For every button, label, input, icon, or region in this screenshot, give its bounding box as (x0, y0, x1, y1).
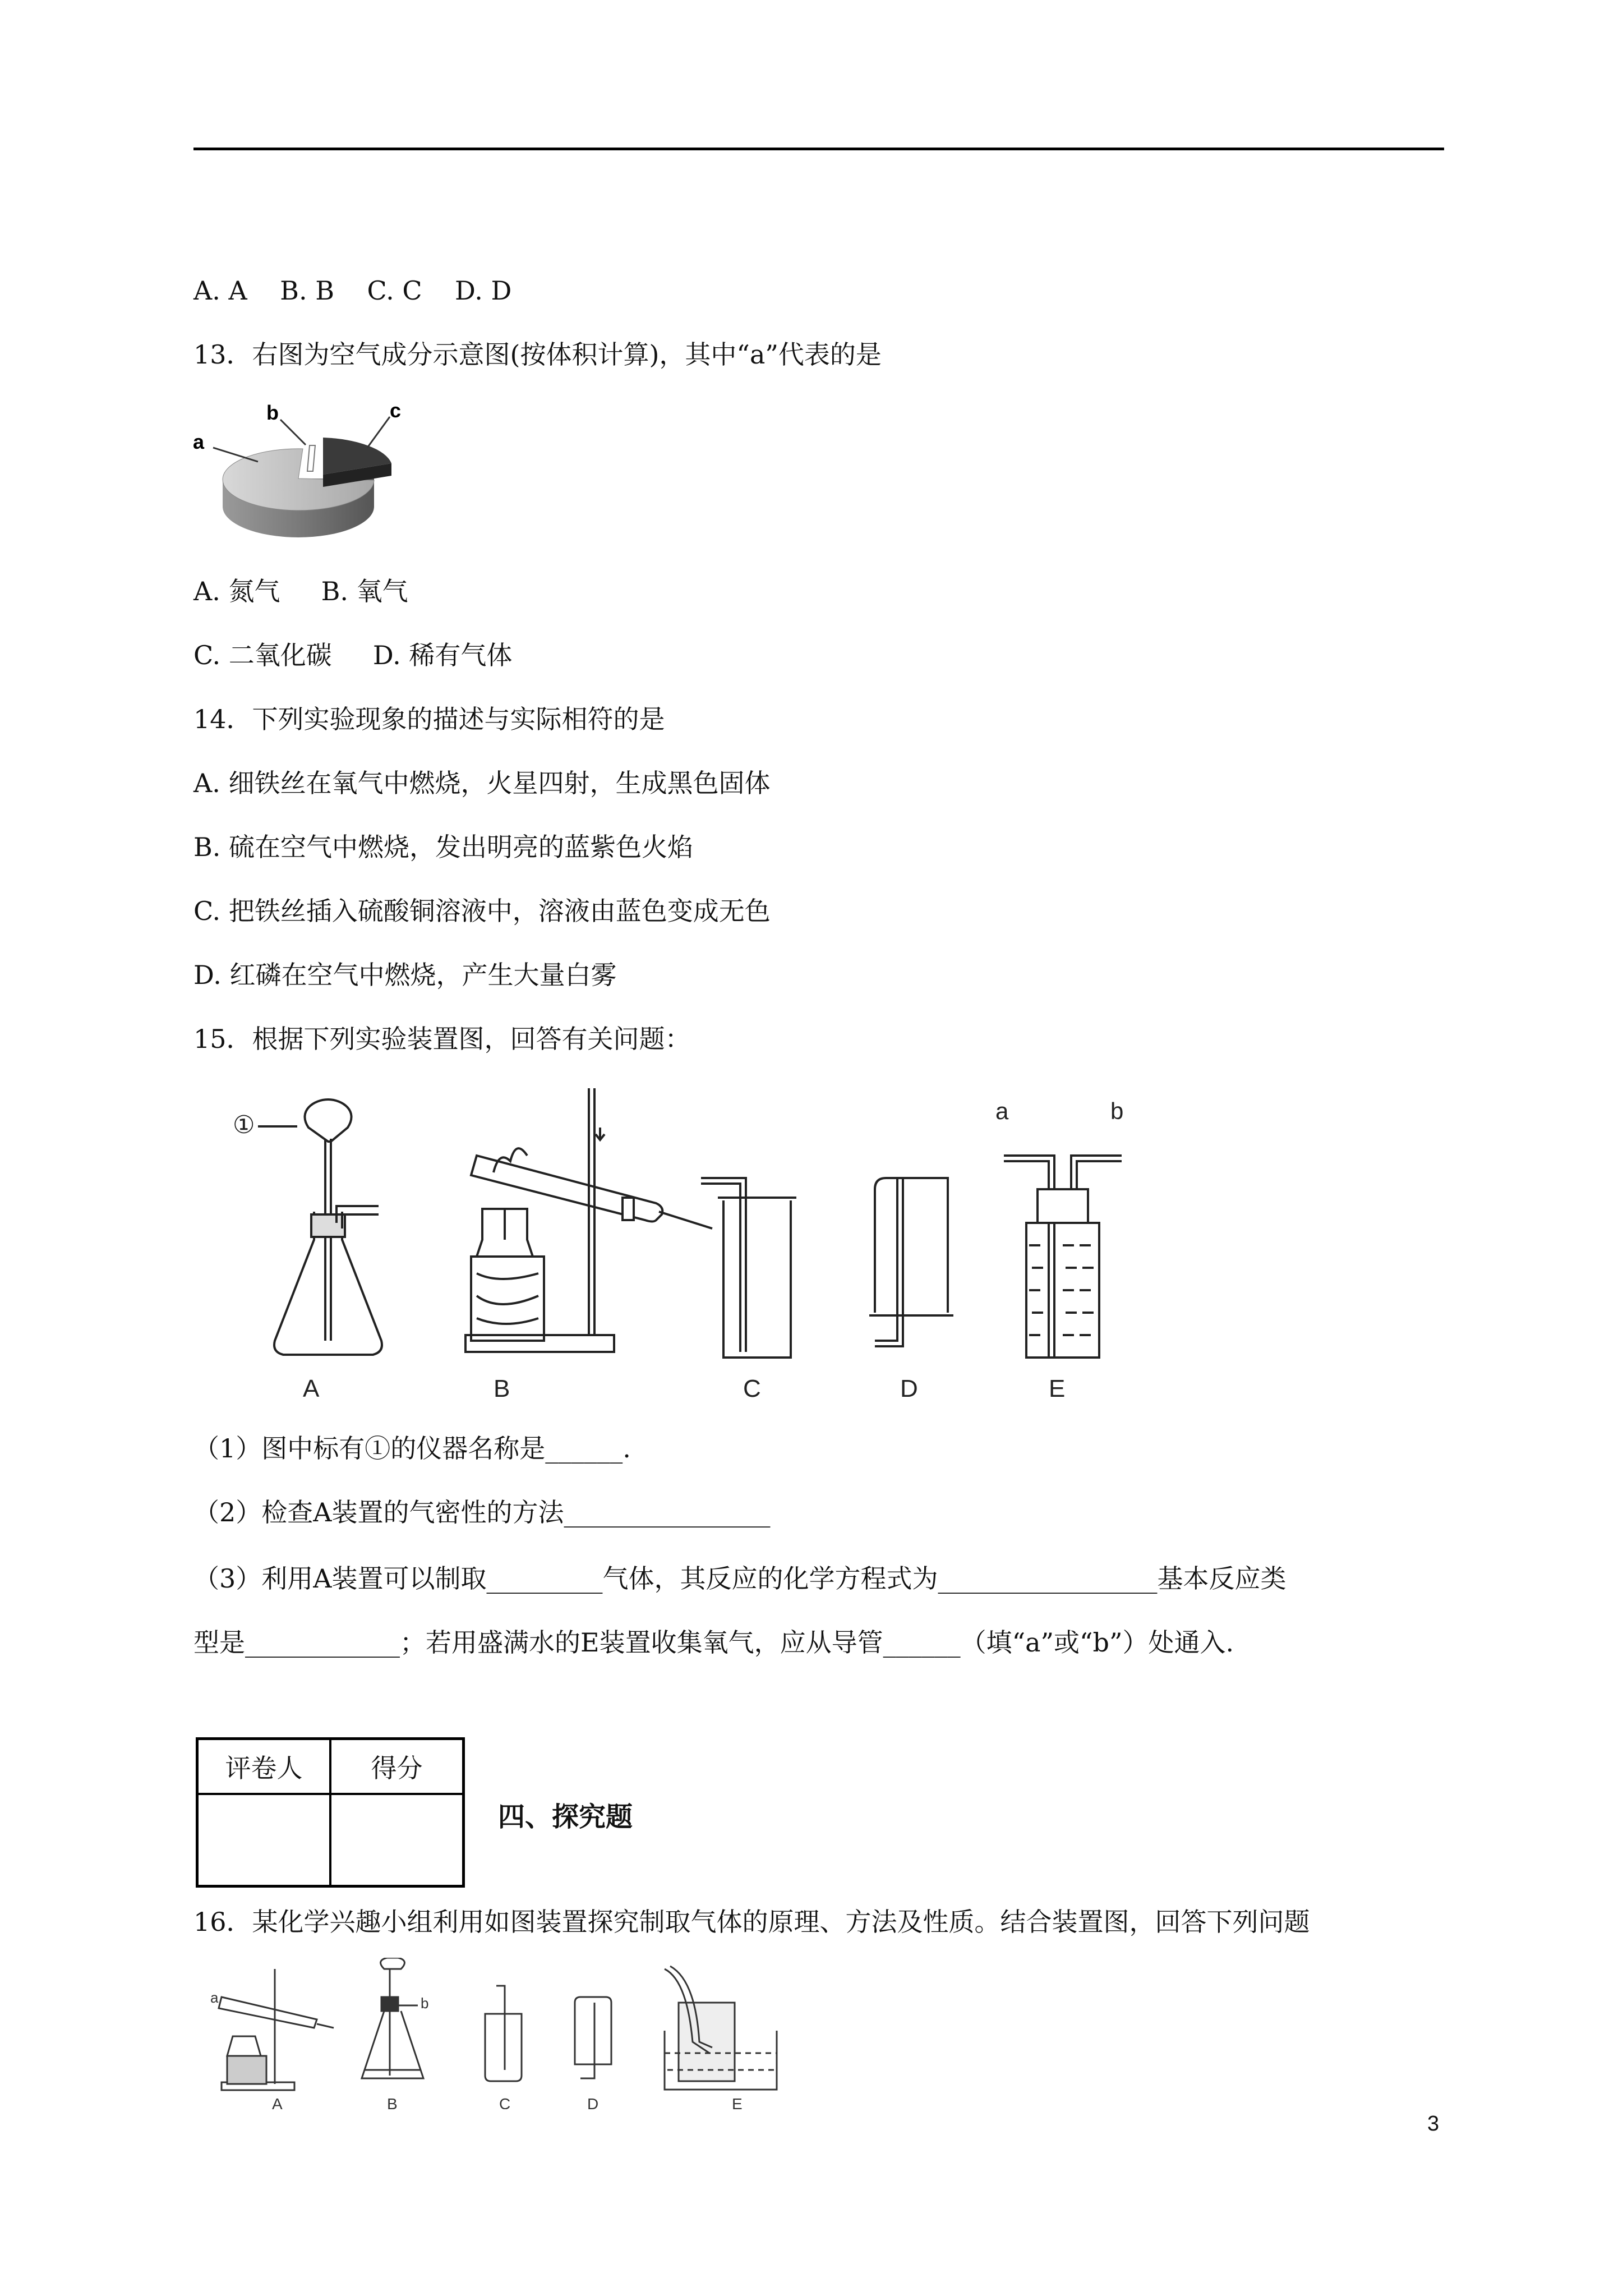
q13-stem: 13．右图为空气成分示意图(按体积计算)，其中“a”代表的是 (193, 339, 882, 370)
apparatus-d (869, 1178, 953, 1402)
q15-label-d: D (900, 1375, 918, 1402)
page-number: 3 (1427, 2112, 1440, 2136)
header-rule (193, 148, 1444, 150)
q15-tube-label-b: b (1110, 1098, 1124, 1124)
q15-sub1: （1）图中标有①的仪器名称是______. (193, 1433, 631, 1464)
pie-label-a: a (193, 430, 205, 453)
q16-label-e: E (732, 2095, 743, 2109)
q15-sub3-line2: 型是____________；若用盛满水的E装置收集氧气，应从导管______（填“a”或“b”）处通入. (193, 1627, 1234, 1658)
q16-apparatus-b (362, 1958, 428, 2109)
q16-label-b: B (387, 2095, 398, 2109)
q15-tube-label-a: a (995, 1098, 1009, 1124)
q16-small-label-b: b (421, 1995, 429, 2012)
q16-apparatus-e (665, 1966, 777, 2109)
grading-reviewer-header: 评卷人 (197, 1739, 331, 1795)
q15-sub2: （2）检查A装置的气密性的方法________________ (193, 1497, 771, 1527)
q14-option-c: C. 把铁丝插入硫酸铜溶液中，溶液由蓝色变成无色 (193, 896, 771, 926)
marker-circle-1: ① (233, 1111, 255, 1139)
q14-stem: 14．下列实验现象的描述与实际相符的是 (193, 704, 665, 734)
q14-option-b: B. 硫在空气中燃烧，发出明亮的蓝紫色火焰 (193, 832, 694, 862)
q15-apparatus-figure (230, 1077, 1206, 1408)
apparatus-c (701, 1178, 796, 1402)
q16-apparatus-d (575, 1997, 611, 2109)
grading-table (196, 1737, 465, 1888)
grading-reviewer-cell (197, 1794, 331, 1887)
q15-label-b: B (494, 1375, 510, 1402)
q15-sub3-line1: （3）利用A装置可以制取_________气体，其反应的化学方程式为_________________基本反应类 (193, 1563, 1287, 1594)
apparatus-a (233, 1099, 382, 1402)
q16-apparatus-c (485, 1986, 522, 2109)
grading-score-cell (330, 1794, 464, 1887)
pie-label-c: c (390, 399, 402, 422)
q13-options-2: C. 二氧化碳 D. 稀有气体 (193, 640, 513, 670)
q15-label-a: A (303, 1375, 320, 1402)
pie-slice-b (307, 445, 315, 471)
apparatus-b (465, 1088, 712, 1402)
q15-label-e: E (1049, 1375, 1066, 1402)
q15-label-c: C (743, 1375, 761, 1402)
q16-apparatus-a (210, 1969, 334, 2109)
air-composition-pie-figure (191, 397, 404, 549)
q16-apparatus-figure (199, 1958, 794, 2109)
q16-label-c: C (499, 2095, 511, 2109)
q13-options-1: A. 氮气 B. 氧气 (193, 576, 408, 606)
pie-label-b: b (266, 401, 279, 424)
section-title: 四、探究题 (498, 1801, 633, 1833)
q15-stem: 15．根据下列实验装置图，回答有关问题： (193, 1024, 691, 1054)
q14-option-a: A. 细铁丝在氧气中燃烧，火星四射，生成黑色固体 (193, 768, 771, 798)
q16-label-a: A (272, 2095, 283, 2109)
grading-score-header: 得分 (330, 1739, 464, 1795)
q14-option-d: D. 红磷在空气中燃烧，产生大量白雾 (193, 960, 617, 990)
q16-label-d: D (587, 2095, 599, 2109)
q12-options: A. A B. B C. C D. D (193, 275, 512, 306)
apparatus-e (995, 1098, 1123, 1402)
q16-stem: 16．某化学兴趣小组利用如图装置探究制取气体的原理、方法及性质。结合装置图，回答下列问题 (193, 1907, 1310, 1937)
q16-small-label-a: a (210, 1989, 219, 2006)
